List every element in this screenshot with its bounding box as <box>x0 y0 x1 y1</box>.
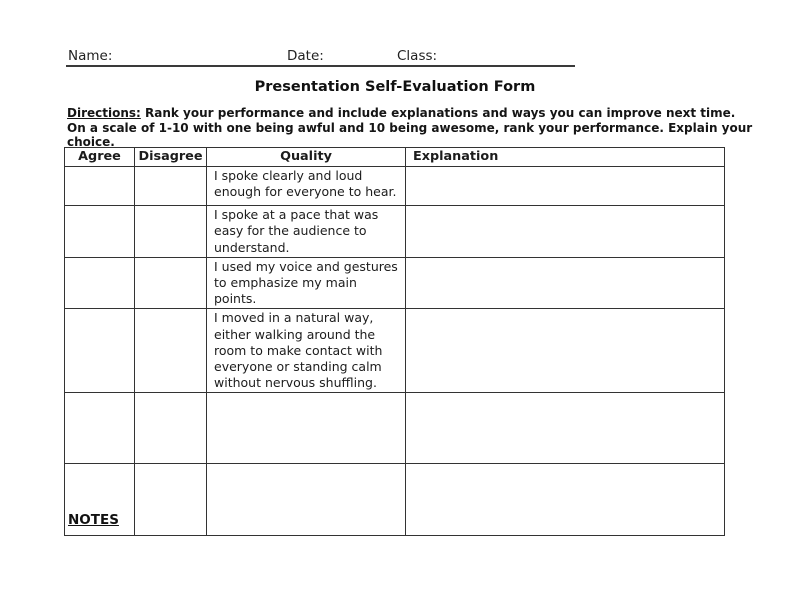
class-label: Class: <box>397 48 438 64</box>
explanation-cell[interactable] <box>406 464 725 536</box>
name-date-class-line <box>66 45 575 67</box>
table-row <box>65 464 725 536</box>
name-blank-field[interactable] <box>114 49 279 65</box>
notes-heading: NOTES <box>68 512 119 528</box>
explanation-cell[interactable] <box>406 309 725 393</box>
quality-cell: I spoke at a pace that was easy for the audience to understand. <box>207 206 406 258</box>
date-blank-field[interactable] <box>326 49 390 65</box>
table-row <box>65 309 725 393</box>
disagree-cell[interactable] <box>135 257 207 309</box>
table-row <box>65 206 725 258</box>
quality-cell: I used my voice and gestures to emphasize my main points. <box>207 257 406 309</box>
table-row <box>65 257 725 309</box>
column-header-disagree: Disagree <box>135 148 207 167</box>
disagree-cell[interactable] <box>135 309 207 393</box>
name-label: Name: <box>68 48 113 64</box>
column-header-quality: Quality <box>207 148 406 167</box>
explanation-cell[interactable] <box>406 257 725 309</box>
explanation-cell[interactable] <box>406 393 725 464</box>
date-label: Date: <box>287 48 324 64</box>
quality-cell[interactable] <box>207 464 406 536</box>
table-header-row <box>65 148 725 167</box>
quality-cell: I spoke clearly and loud enough for everyone to hear. <box>207 167 406 206</box>
evaluation-table <box>64 147 725 536</box>
directions-line2: On a scale of 1-10 with one being awful and 10 being awesome, rank your performance. Explain your choice. <box>67 120 753 149</box>
quality-cell: I moved in a natural way, either walking around the room to make contact with everyone or standing calm without nervous shuffling. <box>207 309 406 393</box>
class-blank-field[interactable] <box>442 49 572 65</box>
disagree-cell[interactable] <box>135 464 207 536</box>
explanation-cell[interactable] <box>406 206 725 258</box>
disagree-cell[interactable] <box>135 206 207 258</box>
directions-block <box>67 106 757 150</box>
directions-line1-text: Rank your performance and include explanations and ways you can improve next time. <box>140 106 736 120</box>
directions-line1 <box>67 106 757 121</box>
agree-cell[interactable] <box>65 393 135 464</box>
column-header-agree: Agree <box>65 148 135 167</box>
page-title: Presentation Self-Evaluation Form <box>254 79 536 95</box>
agree-cell[interactable] <box>65 167 135 206</box>
agree-cell[interactable] <box>65 309 135 393</box>
disagree-cell[interactable] <box>135 167 207 206</box>
column-header-explanation: Explanation <box>406 148 725 167</box>
agree-cell[interactable] <box>65 206 135 258</box>
directions-label: Directions: <box>67 106 141 120</box>
table-row <box>65 167 725 206</box>
agree-cell[interactable] <box>65 257 135 309</box>
disagree-cell[interactable] <box>135 393 207 464</box>
table-row <box>65 393 725 464</box>
explanation-cell[interactable] <box>406 167 725 206</box>
quality-cell[interactable] <box>207 393 406 464</box>
